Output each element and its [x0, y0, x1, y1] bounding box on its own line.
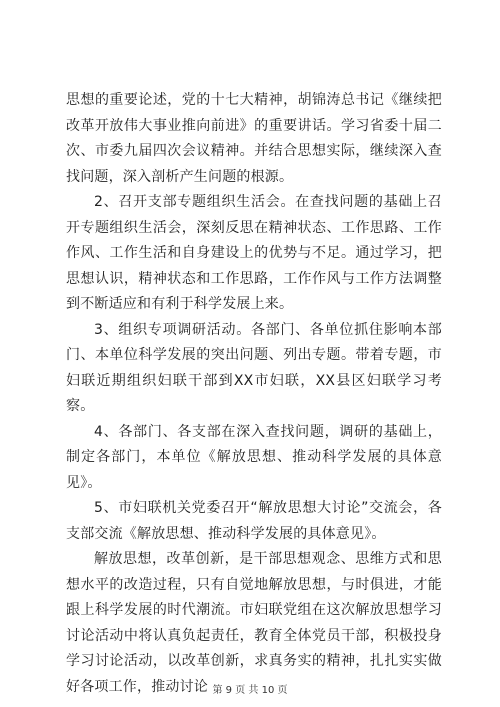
page-number-footer: 第 9 页 共 10 页 — [212, 685, 288, 696]
paragraph-item-3: 3、组织专项调研活动。各部门、各单位抓住影响本部门、本单位科学发展的突出问题、列出专题。带着专题，市妇联近期组织妇联干部到XX市妇联，XX县区妇联学习考察。 — [66, 321, 442, 414]
paragraph-continuation: 思想的重要论述，党的十七大精神，胡锦涛总书记《继续把改革开放伟大事业推向前进》的重要讲话。学习省委十届二次、市委九届四次会议精神。并结合思想实际，继续深入查找问题，深入剖析产生问题的根源。 — [66, 92, 442, 185]
paragraph-item-2: 2、召开支部专题组织生活会。在查找问题的基础上召开专题组织生活会，深刻反思在精神状态、工作思路、工作作风、工作生活和自身建设上的优势与不足。通过学习，把思想认识，精神状态和工作思路，工作作风与工作方法调整到不断适应和有利于科学发展上来。 — [66, 194, 442, 312]
document-body — [66, 88, 442, 700]
paragraph-summary: 解放思想，改革创新，是干部思想观念、思维方式和思想水平的改造过程，只有自觉地解放思想，与时俱进，才能跟上科学发展的时代潮流。市妇联党组在这次解放思想学习讨论活动中将认真负起责任，教育全体党员干部，积极投身学习讨论活动，以改革创新，求真务实的精神，扎扎实实做好各项工作，推动讨论 — [66, 551, 442, 695]
paragraph-item-5: 5、市妇联机关党委召开“解放思想大讨论”交流会，各支部交流《解放思想、推动科学发展的具体意见》。 — [66, 500, 442, 542]
paragraph-item-4: 4、各部门、各支部在深入查找问题，调研的基础上，制定各部门，本单位《解放思想、推动科学发展的具体意见》。 — [66, 423, 442, 491]
